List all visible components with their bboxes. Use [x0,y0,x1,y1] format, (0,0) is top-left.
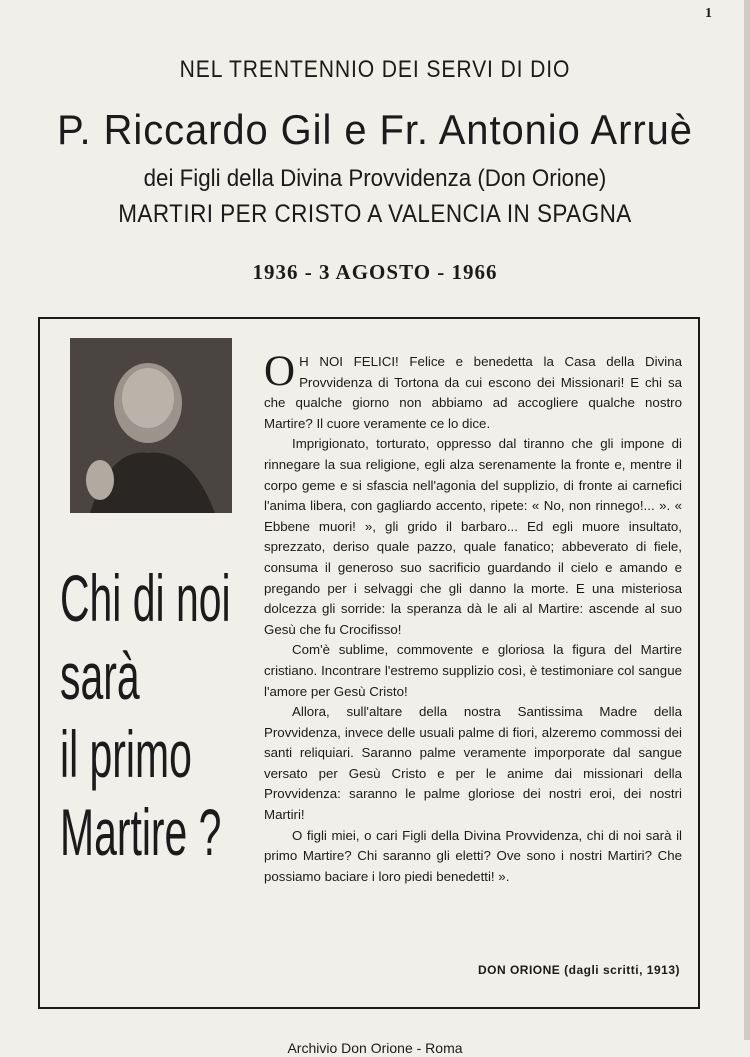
header-martyrs: MARTIRI PER CRISTO A VALENCIA IN SPAGNA [118,200,632,228]
paragraph-4: Allora, sull'altare della nostra Santissima Madre della Provvidenza, invece delle usuali palme di fiori, alzeremo commossi dei santi reliquiari. Saranno palme veramente imporporate dal sangue versato per Gesù Cristo e per le anime dai missionari della Provvidenza: saranno le palme gloriose dei nostri eroi, dei nostri Martiri! [264,704,682,823]
paragraph-2: Imprigionato, torturato, oppresso dal tiranno che gli impone di rinnegare la sua religione, egli alza serenamente la fronte e, mentre il corpo geme e si sfascia nell'agonia del supplizio, di fronte ai carnefici l'anima libera, con gagliardo accento, ripete: « No, non rinnego!... ». « Ebbene muori! », gli grido il barbaro... Ed egli muore insultato, sprezzato, deriso quale pazzo, quale fanatico; abbeverato di fiele, consuma il generoso suo sacrificio guardando il cielo e amando e pregando per i selvaggi che gli danno la morte. E una misteriosa dolcezza gli sorride: la speranza dà le ali al Martire: ascende al suo Gesù che fu Crocifisso! [264,436,682,637]
headline-line-4: Martire ? [60,795,222,869]
header-congregation: dei Figli della Divina Provvidenza (Don Orione) [143,165,607,192]
headline-line-1: Chi di noi [60,561,231,635]
article-text [264,348,682,887]
paragraph-3: Com'è sublime, commovente e gloriosa la figura del Martire cristiano. Incontrare l'estremo supplizio così, è testimoniare col sangue l'amore per Gesù Cristo! [264,642,682,699]
header-anniversary: NEL TRENTENNIO DEI SERVI DI DIO [179,56,571,83]
headline-line-2: sarà [60,639,140,713]
signature: DON ORIONE (dagli scritti, 1913) [477,963,680,977]
drop-cap: O [264,348,296,395]
paragraph-1: O H NOI FELICI! Felice e benedetta la Casa della Divina Provvidenza di Tortona da cui escono dei Missionari! E chi sa che qualche giorno non abbiamo ad accogliere qualche nostro Martire? Il cuore veramente ce lo dice. [264,348,682,431]
page-edge [744,0,750,1040]
archive-footer: Archivio Don Orione - Roma [287,1040,463,1056]
article-box [38,317,700,1009]
header-date: 1936 - 3 AGOSTO - 1966 [252,260,498,284]
portrait-photo [70,338,232,513]
page-title: P. Riccardo Gil e Fr. Antonio Arruè [57,106,693,153]
paragraph-5: O figli miei, o cari Figli della Divina Provvidenza, chi di noi sarà il primo Martire? Chi saranno gli eletti? Ove sono i nostri Martiri? Che possiamo baciare i loro piedi benedetti! ». [264,827,682,884]
headline [60,559,231,871]
headline-line-3: il primo [60,717,192,791]
page-number: 1 [705,6,712,21]
